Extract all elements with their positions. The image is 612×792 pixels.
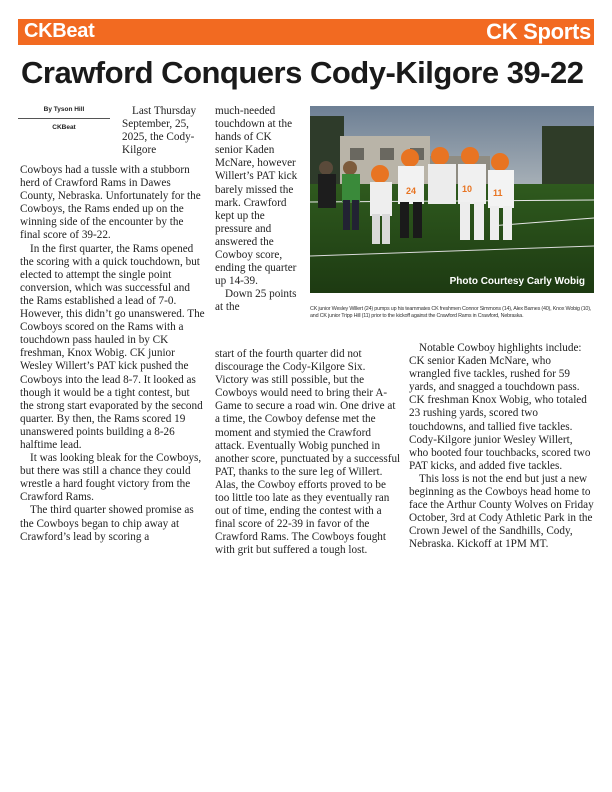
column-2-lead [215, 105, 301, 315]
paragraph: The third quarter showed promise as the Cowboys began to chip away at Crawford’s lead by scoring a [20, 504, 194, 543]
paragraph: This loss is not the end but just a new beginning as the Cowboys head home to face the Arthur County Wolves on Friday October, 3rd at Cody Athletic Park in the Crown Jewel of the Sandhills, Cody, Nebraska. Kickoff at 1PM MT. [409, 472, 594, 551]
team-photo [310, 106, 594, 293]
paragraph: Notable Cowboy highlights include: CK senior Kaden McNare, who wrangled five tackles, rushed for 59 yards, and snagged a touchdown pass. CK freshman Knox Wobig, who totaled 23 rushing yards, scored two touchdowns, and tallied five tackles. Cody-Kilgore junior Wesley Willert, who booted four touchbacks, scored two PAT kicks, and added five tackles. [409, 342, 591, 472]
byline-block [18, 106, 110, 131]
column-2 [215, 348, 401, 558]
svg-text:10: 10 [462, 184, 473, 194]
paragraph: It was looking bleak for the Cowboys, but there was still a chance they could wrestle a hard fought victory from the Crawford Rams. [20, 452, 202, 504]
section-banner [18, 19, 594, 45]
column-1-lead [122, 105, 206, 157]
svg-text:11: 11 [493, 188, 503, 198]
publication-name: CKBeat [24, 20, 95, 42]
column-3 [409, 342, 594, 552]
football-huddle-image [310, 106, 594, 293]
svg-text:24: 24 [406, 186, 417, 196]
paragraph: much-needed touchdown at the hands of CK senior Kaden McNare, however Willert’s PAT kick barely missed the mark. Crawford kept up the pressure and answered the Cowboy score, ending the quarter up 14-39. [215, 105, 298, 288]
paragraph: Cowboys had a tussle with a stubborn herd of Crawford Rams in Dawes County, Nebraska. Unfortunately for the Cowboys, the Rams ended up on the winning side of the encounter by the final score of 39-22. [20, 164, 201, 242]
column-1 [20, 164, 206, 544]
paragraph: start of the fourth quarter did not discourage the Cody-Kilgore Six. Victory was still possible, but the Cowboys would need to bring their A-Game to secure a road win. One drive at a time, the Cowboy defense met the moment and stymied the Crawford attack. Eventually Wobig punched in another score, punctuated by a successful PAT, thanks to the sure leg of Willert. Alas, the Cowboy efforts proved to be too little too late as they eventually ran out of time, ending the contest with a final score of 22-39 in favor of the Crawford Rams. The Cowboys fought with grit but suffered a tough lost. [215, 348, 401, 557]
paragraph: Down 25 points at the [215, 288, 297, 314]
photo-caption: CK junior Wesley Willert (24) pumps up his teammates CK freshmen Connor Simmons (14), Alex Barnes (40), Knox Wobig (10), and CK junior Tripp Hill (11) prior to the kickoff against the Crawford Rams in Crawford, Nebraska. [310, 306, 592, 320]
author-byline: By Tyson Hill [43, 106, 85, 113]
section-name: CK Sports [486, 19, 591, 44]
photo-credit: Photo Courtesy Carly Wobig [449, 276, 585, 287]
paragraph: Last Thursday September, 25, 2025, the Cody-Kilgore [122, 105, 197, 157]
paragraph: In the first quarter, the Rams opened the scoring with a quick touchdown, but elected to attempt the single point conversion, which was successful and the Rams established a lead of 7-0. However, this didn’t go unanswered. The Cowboys scored on the Rams with a touchdown pass hauled in by CK freshman, Knox Wobig. CK junior Wesley Willert’s PAT kick pushed the Cowboys into the lead 8-7. It looked as though it would be a tight contest, but the strong start evaporated by the second quarter. By then, the Rams scored 19 unanswered points building a 8-26 halftime lead. [20, 242, 205, 451]
article-headline: Crawford Conquers Cody-Kilgore 39-22 [21, 55, 584, 90]
byline-divider [18, 118, 110, 119]
byline-source: CKBeat [52, 124, 76, 131]
